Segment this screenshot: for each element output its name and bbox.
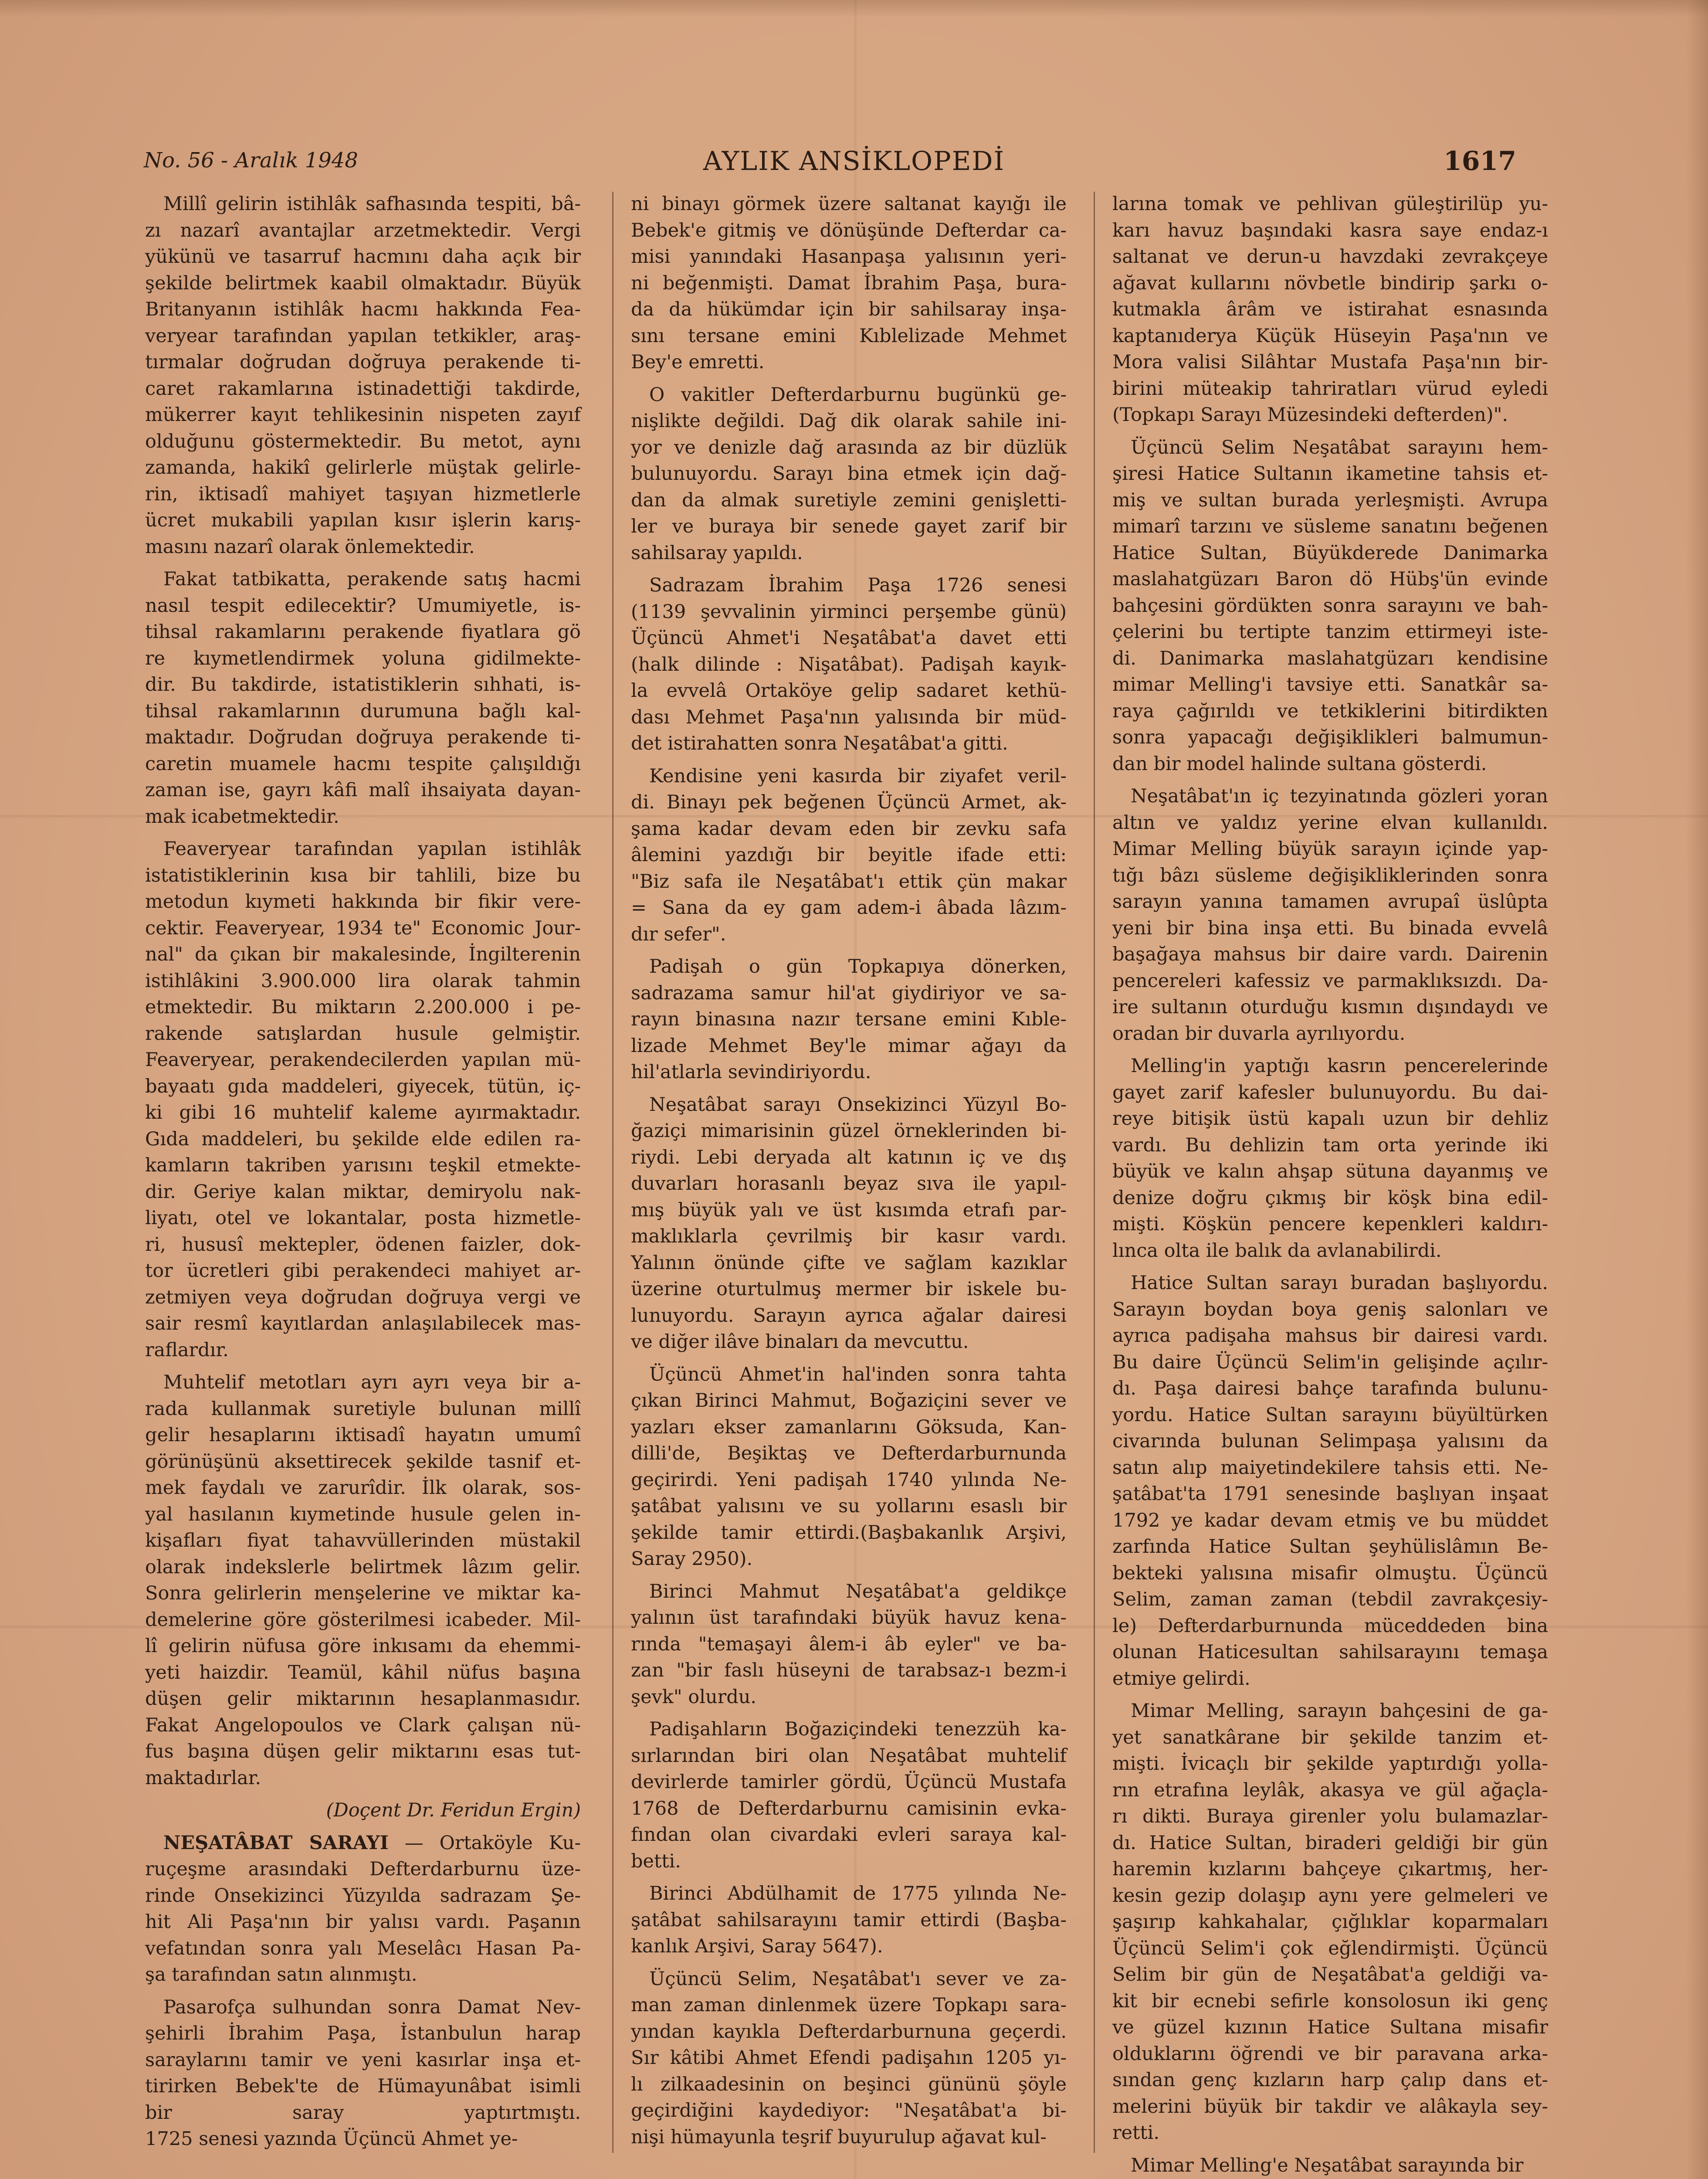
text-line: ni binayı görmek üzere saltanat kayığı ile [631, 193, 1067, 215]
text-line: saraylarını tamir ve yeni kasırlar inşa et- [145, 2049, 581, 2071]
text-line: fından olan civardaki evleri saraya kal- [631, 1824, 1067, 1846]
text-line: lî gelirin nüfusa göre inkısamı da ehemmi- [145, 1635, 581, 1657]
text-line: Hatice Sultan sarayı buradan başlıyordu. [1131, 1272, 1548, 1294]
text-line: misi yanındaki Hasanpaşa yalısının yeri- [631, 246, 1067, 268]
text-line: üzerine oturtulmuş mermer bir iskele bu- [631, 1278, 1067, 1300]
text-line: şiresi Hatice Sultanın ikametine tahsis et- [1112, 463, 1548, 485]
text-line: fus başına düşen gelir miktarını esas tut- [145, 1741, 581, 1762]
text-line: dı. Paşa dairesi bahçe tarafında bulunu- [1112, 1378, 1548, 1399]
text-line: yal hasılanın kıymetinde husule gelen in- [145, 1503, 581, 1525]
paragraph [145, 566, 581, 830]
text-line: rın etrafına leylâk, akasya ve gül ağaçla- [1112, 1779, 1548, 1801]
text-line: veryear tarafından yapılan tetkikler, araş- [145, 325, 581, 347]
text-line: det istirahatten sonra Neşatâbat'a gitti. [631, 733, 1008, 754]
paragraph-gap [1112, 2146, 1548, 2152]
text-line: cektir. Feaveryear, 1934 te" Economic Jour- [145, 917, 581, 939]
text-line: yükünü ve tasarruf hacmını daha açık bir [145, 246, 581, 268]
text-line: rı dikti. Buraya girenler yolu bulamazlar- [1112, 1806, 1548, 1827]
text-line: lizade Mehmet Bey'le mimar ağayı da [631, 1035, 1067, 1057]
text-line: şevk" olurdu. [631, 1686, 757, 1708]
paragraph [145, 836, 581, 1363]
text-line: Üçüncü Ahmet'in hal'inden sonra tahta [649, 1363, 1067, 1385]
paragraph-gap [145, 1363, 581, 1369]
text-line: şatâbat yalısını ve su yollarını esaslı bir [631, 1495, 1067, 1517]
text-line: Muhtelif metotları ayrı ayrı veya bir a- [163, 1371, 581, 1393]
text-line: ve güzel kızının Hatice Sultana misafir [1112, 2016, 1548, 2038]
paragraph-gap [631, 376, 1067, 382]
text-line: Birinci Abdülhamit de 1775 yılında Ne- [649, 1883, 1067, 1904]
text-line: Neşatâbat sarayı Onsekizinci Yüzyıl Bo- [649, 1093, 1067, 1116]
text-line: zetmiyen veya doğrudan doğruya vergi ve [145, 1286, 581, 1308]
text-line: hit Ali Paşa'nın bir yalısı vardı. Paşanın [145, 1911, 581, 1933]
text-line: Fakat Angelopoulos ve Clark çalışan nü- [145, 1714, 581, 1736]
text-line: bahçesini gördükten sonra sarayını ve bah- [1112, 594, 1548, 617]
text-line: kit bir ecnebi sefirle konsolosun iki genç [1112, 1990, 1548, 2012]
text-line: 1725 senesi yazında Üçüncü Ahmet ye- [145, 2128, 518, 2150]
paragraph [145, 1994, 581, 2152]
paragraph-gap [145, 1988, 581, 1994]
text-line: şaşırıp kahkahalar, çığlıklar koparmaları [1112, 1911, 1548, 1933]
paragraph [631, 1361, 1067, 1572]
text-line: kanlık Arşivi, Saray 5647). [631, 1935, 883, 1957]
text-line: le) Defterdarburnunda müceddeden bina [1112, 1615, 1548, 1637]
text-line: yet sanatkârane bir şekilde tanzim et- [1112, 1726, 1548, 1748]
text-line: sahilsaray yapıldı. [631, 542, 803, 564]
text-line: şekilde tamir ettirdi.(Başbakanlık Arşivi, [631, 1521, 1067, 1544]
text-line: rinde Onsekizinci Yüzyılda sadrazam Şe- [145, 1884, 581, 1907]
text-line: rada kullanmak suretiyle bulunan millî [145, 1398, 581, 1420]
text-line: sadrazama samur hil'at giydiriyor ve sa- [631, 982, 1067, 1004]
text-line: yalının üst tarafındaki büyük havuz kena- [631, 1607, 1067, 1629]
paragraph-gap [1112, 1692, 1548, 1698]
paragraph-gap [1112, 428, 1548, 434]
text-line: olunan Haticesultan sahilsarayını temaşa [1112, 1641, 1548, 1663]
text-line: altın ve yaldız yerine elvan kullanıldı. [1112, 811, 1548, 834]
paragraph [631, 1716, 1067, 1874]
text-line: Sonra gelirlerin menşelerine ve miktar ka- [145, 1582, 581, 1604]
text-line: yordu. Hatice Sultan sarayını büyültürken [1112, 1404, 1548, 1426]
text-line: dir. Bu takdirde, istatistiklerin sıhhati, is- [145, 674, 581, 696]
text-line: geçirirdi. Yeni padişah 1740 yılında Ne- [631, 1469, 1067, 1491]
text-line: düşen gelir miktarının hesaplanmasıdır. [145, 1688, 581, 1710]
text-line: yor ve denizle dağ arasında az bir düzlük [631, 436, 1067, 458]
text-line: çıkan Birinci Mahmut, Boğaziçini sever ve [631, 1390, 1067, 1412]
paragraph [631, 1880, 1067, 1960]
text-line: Bey'e emretti. [631, 351, 765, 373]
text-line: pencereleri kafessiz ve parmaklıksızdı. Da- [1112, 970, 1548, 992]
text-line: Melling'in yaptığı kasrın pencerelerinde [1131, 1055, 1548, 1077]
text-line: Gıda maddeleri, bu şekilde elde edilen ra- [145, 1128, 581, 1150]
text-line: lı zilkaadesinin on beşinci gününü şöyle [631, 2073, 1067, 2095]
text-line: nişlikte değildi. Dağ dik olarak sahile ini- [631, 410, 1067, 432]
paragraph-gap [631, 757, 1067, 763]
text-line: denize doğru çıkmış bir köşk bina edil- [1112, 1187, 1548, 1209]
paragraph [1112, 434, 1548, 777]
text-line: Sadrazam İbrahim Paşa 1726 senesi [649, 574, 1067, 596]
text-line: O vakitler Defterdarburnu bugünkü ge- [649, 384, 1067, 406]
text-line: masını nazarî olarak önlemektedir. [145, 536, 475, 558]
text-line: istatistiklerinin kısa bir tahlili, bize bu [145, 864, 581, 886]
text-line: mimar Melling'i tavsiye etti. Sanatkâr sa- [1112, 674, 1548, 696]
text-line: di. Danimarka maslahatgüzarı kendisine [1112, 647, 1548, 669]
paragraph-gap [631, 1874, 1067, 1880]
text-line: civarında bulunan Selimpaşa yalısını da [1112, 1430, 1548, 1452]
text-line: bayaatı gıda maddeleri, giyecek, tütün, iç- [145, 1075, 581, 1097]
publication-title: AYLIK ANSİKLOPEDİ [703, 146, 1005, 176]
text-line: etmektedir. Bu miktarın 2.200.000 i pe- [145, 996, 581, 1018]
text-line: tihsal rakamlarının durumuna bağlı kal- [145, 700, 581, 722]
text-line: Mimar Melling'e Neşatâbat sarayında bir [1131, 2154, 1524, 2176]
text-line: metodun kıymeti hakkında bir fikir vere- [145, 891, 581, 913]
text-line: kutmakla ârâm ve istirahat esnasında [1112, 299, 1548, 320]
text-line: tor ücretleri gibi perakendeci mahiyet ar- [145, 1260, 581, 1282]
text-line: ayrıca padişaha mahsus bir dairesi vardı. [1112, 1325, 1548, 1347]
text-line: maktadırlar. [145, 1767, 261, 1789]
paragraph [631, 763, 1067, 948]
text-line: yeni bir bina inşa etti. Bu binada evvelâ [1112, 917, 1548, 939]
text-line: Kendisine yeni kasırda bir ziyafet veril- [649, 765, 1067, 787]
text-line: kaptanıderya Küçük Hüseyin Paşa'nın ve [1112, 325, 1548, 347]
text-line: etmiye gelirdi. [1112, 1667, 1250, 1690]
text-line: (Doçent Dr. Feridun Ergin) [326, 1799, 581, 1821]
text-line: riydi. Lebi deryada alt katının iç ve dış [631, 1146, 1067, 1168]
text-line: dilli'de, Beşiktaş ve Defterdarburnunda [631, 1442, 1067, 1464]
text-line: sından genç kızların harp çalıp dans et- [1112, 2069, 1548, 2091]
paragraph-gap [1112, 1264, 1548, 1270]
text-line: dır sefer". [631, 923, 726, 945]
text-line: olduklarını öğrendi ve bir paravana arka- [1112, 2043, 1548, 2065]
text-line: Britanyanın istihlâk hacmı hakkında Fea- [145, 299, 581, 320]
paragraph [1112, 1698, 1548, 2146]
text-line: demelerine göre gösterilmesi icabeder. Mil- [145, 1609, 581, 1631]
paragraph [631, 382, 1067, 567]
text-line: maslahatgüzarı Baron dö Hübş'ün evinde [1112, 568, 1548, 590]
text-line: Sarayın boydan boya geniş salonları ve [1112, 1298, 1548, 1320]
text-column-1 [145, 191, 581, 2152]
text-line: ki gibi 16 muhtelif kaleme ayırmaktadır. [145, 1102, 581, 1123]
text-line: saltanat ve derun-u havzdaki zevrakçeye [1112, 246, 1548, 268]
text-line: zamanda, hakikî gelirlerle müştak gelirle- [145, 457, 581, 479]
text-line: oradan bir duvarla ayrılıyordu. [1112, 1022, 1406, 1045]
text-line: lınca olta ile balık da avlanabilirdi. [1112, 1239, 1442, 1262]
paragraph [145, 191, 581, 560]
text-line: Sır kâtibi Ahmet Efendi padişahın 1205 yı- [631, 2047, 1067, 2069]
text-line: istihlâkini 3.900.000 lira olarak tahmin [145, 970, 581, 992]
paragraph-gap [1112, 1047, 1548, 1053]
text-line: caretin muamele hacmı tespite çalışıldığı [145, 753, 581, 775]
text-line: Selim bir gün de Neşatâbat'a geldiği va- [1112, 1964, 1548, 1986]
text-line: Üçüncü Selim, Neşatâbat'ı sever ve za- [649, 1968, 1067, 1990]
text-line: karı havuz başındaki kasra saye endaz-ı [1112, 219, 1548, 241]
text-line: Neşatâbat'ın iç tezyinatında gözleri yoran [1131, 785, 1548, 807]
text-line: zı nazarî avantajlar arzetmektedir. Vergi [145, 219, 581, 241]
text-line: şekilde belirtmek kaabil olmaktadır. Büyük [145, 272, 581, 294]
text-line: Mimar Melling büyük sarayın içinde yap- [1112, 838, 1548, 860]
text-line: mükerrer kayıt tehlikesinin nispeten zayıf [145, 404, 581, 426]
text-line: reye bitişik üstü kapalı uzun bir dehliz [1112, 1108, 1548, 1130]
paragraph [1112, 1053, 1548, 1264]
paragraph [1112, 2152, 1548, 2179]
text-line: zan "bir faslı hüseyni de tarabsaz-ı bezm-i [631, 1660, 1067, 1681]
text-line: tirirken Bebek'te de Hümayunâbat isimli [145, 2075, 581, 2097]
column-divider [1094, 192, 1095, 2153]
text-line: başağaya mahsus bir daire vardı. Dairenin [1112, 944, 1548, 965]
text-line: çelerini bu tertipte tanzim ettirmeyi iste- [1112, 621, 1548, 643]
text-line: zarfında Hatice Sultan şeyhülislâmın Be- [1112, 1536, 1548, 1558]
column-divider [612, 192, 613, 2153]
text-line: ni beğenmişti. Damat İbrahim Paşa, bura- [631, 272, 1067, 294]
paragraph [145, 1830, 581, 1988]
text-line: "Biz safa ile Neşatâbat'ı ettik çün makar [631, 870, 1067, 893]
text-line: maktadır. Doğrudan doğruya perakende ti- [145, 726, 581, 748]
text-line: rin, iktisadî mahiyet taşıyan hizmetlerle [145, 483, 581, 505]
text-line: man zaman dinlenmek üzere Topkapı sara- [631, 1994, 1067, 2016]
text-line: maklıklarla çevrilmiş bir kasır vardı. [631, 1225, 1067, 1247]
paragraph-gap [631, 1355, 1067, 1361]
text-line: olduğunu göstermektedir. Bu metot, aynı [145, 430, 581, 452]
text-line: NEŞATÂBAT SARAYI — Ortaköyle Ku- [163, 1832, 581, 1854]
text-line: dan da almak suretiyle zemini genişletti- [631, 489, 1067, 511]
text-line: ruçeşme arasındaki Defterdarburnu üze- [145, 1858, 581, 1880]
text-line: dir. Geriye kalan miktar, demiryolu nak- [145, 1181, 581, 1203]
text-line: sair resmî kayıtlardan anlaşılabilecek mas- [145, 1313, 581, 1334]
text-line: betti. [631, 1850, 681, 1872]
text-line: la evvelâ Ortaköye gelip sadaret kethü- [631, 680, 1067, 702]
text-line: şama kadar devam eden bir zevku safa [631, 818, 1067, 840]
text-line: olarak indekslerle belirtmek lâzım gelir. [145, 1556, 581, 1578]
text-line: duvarları horasanlı beyaz sıva ile yapıl- [631, 1173, 1067, 1195]
text-line: rayın binasına nazır tersane emini Kıble- [631, 1008, 1067, 1030]
text-line: Fakat tatbikatta, perakende satış hacmi [163, 568, 581, 590]
text-line: Üçüncü Ahmet'i Neşatâbat'a davet etti [631, 627, 1067, 649]
text-line: Üçüncü Selim'i çok eğlendirmişti. Üçüncü [1112, 1937, 1548, 1959]
text-line: liyatı, otel ve lokantalar, posta hizmetle- [145, 1207, 581, 1229]
paragraph-gap [631, 947, 1067, 954]
text-line: retti. [1112, 2122, 1159, 2144]
page-number: 1617 [1444, 146, 1516, 176]
text-line: yeti haizdir. Teamül, kâhil nüfus başına [145, 1661, 581, 1683]
text-line: sonra yapacağı değişiklikleri balmumun- [1112, 726, 1548, 748]
text-line: vardı. Bu dehlizin tam orta yerinde iki [1112, 1134, 1548, 1156]
text-line: gayet zarif kafesler bulunuyordu. Bu dai- [1112, 1081, 1548, 1103]
text-line: Feaveryear, perakendecilerden yapılan mü- [145, 1049, 581, 1071]
text-line: vefatından sonra yalı Meselâcı Hasan Pa- [145, 1937, 581, 1959]
text-line: ri, hususî mektepler, ödenen faizler, dok- [145, 1233, 581, 1256]
text-line: caret rakamlarına istinadettiği takdirde, [145, 377, 581, 400]
text-line: raya çağırıldı ve tetkiklerini bitirdikten [1112, 700, 1548, 722]
text-line: dan bir model halinde sultana gösterdi. [1112, 753, 1487, 775]
text-line: sırlarından biri olan Neşatâbat muhtelif [631, 1745, 1067, 1767]
text-line: (halk dilinde : Nişatâbat). Padişah kayık- [631, 653, 1067, 675]
text-line: nişi hümayunla teşrif buyurulup ağavat kul- [631, 2126, 1047, 2148]
text-line: (Topkapı Sarayı Müzesindeki defterden)". [1112, 404, 1508, 426]
text-line: ğaziçi mimarisinin güzel örneklerinden bi- [631, 1120, 1067, 1142]
paragraph-gap [145, 1791, 581, 1797]
text-line: şatâbat'ta 1791 senesinde başlıyan inşaat [1112, 1483, 1548, 1505]
paragraph-gap [145, 1824, 581, 1830]
paragraph [1112, 191, 1548, 428]
text-line: Mora valisi Silâhtar Mustafa Paşa'nın bir- [1112, 351, 1548, 373]
text-line: raflardır. [145, 1339, 229, 1361]
paragraph-gap [631, 1960, 1067, 1966]
text-line: Feaveryear tarafından yapılan istihlâk [163, 838, 581, 860]
text-line: görünüşünü aksettirecek şekilde tasnif et- [145, 1450, 581, 1473]
text-line: Padişah o gün Topkapıya dönerken, [649, 956, 1067, 977]
author-signature [145, 1797, 581, 1824]
text-line: şatâbat sahilsarayını tamir ettirdi (Başba- [631, 1909, 1067, 1931]
text-line: Hatice Sultan, Büyükderede Danimarka [1112, 542, 1548, 564]
text-line: ağavat kullarını növbetle bindirip şarkı o- [1112, 272, 1548, 294]
paragraph-gap [631, 566, 1067, 572]
text-line: devirlerde tamirler gördü, Üçüncü Mustafa [631, 1771, 1067, 1793]
paragraph-gap [145, 560, 581, 566]
text-line: 1768 de Defterdarburnu camisinin evka- [631, 1797, 1067, 1819]
text-line: ve diğer ilâve binaları da mevcuttu. [631, 1331, 969, 1353]
text-line: şa tarafından satın alınmıştı. [145, 1964, 417, 1986]
text-line: (1139 şevvalinin yirminci perşembe günü) [631, 601, 1067, 623]
paragraph-gap [145, 830, 581, 836]
paragraph [631, 954, 1067, 1086]
issue-info: No. 56 - Aralık 1948 [144, 148, 358, 173]
text-line: sını tersane emini Kıblelizade Mehmet [631, 325, 1067, 347]
paragraph [1112, 783, 1548, 1047]
text-line: Yalının önünde çifte ve sağlam kazıklar [631, 1252, 1067, 1274]
text-line: mek faydalı ve zarurîdir. İlk olarak, sos- [145, 1477, 581, 1499]
text-line: şehirli İbrahim Paşa, İstanbulun harap [145, 2023, 581, 2044]
text-line: melerini büyük bir takdir ve alâkayla sey- [1112, 2095, 1548, 2118]
text-line: Üçüncü Selim Neşatâbat sarayını hem- [1131, 436, 1548, 458]
text-line: büyük ve kalın ahşap sütuna dayanmış ve [1112, 1161, 1548, 1182]
text-column-2 [631, 191, 1067, 2150]
text-line: dı. Hatice Sultan, biraderi geldiği bir gün [1112, 1832, 1548, 1854]
text-line: ler ve buraya bir senede gayet zarif bir [631, 516, 1067, 537]
text-line: mış büyük yalı ve üst kısımda etrafı par- [631, 1199, 1067, 1221]
text-line: Mimar Melling, sarayın bahçesini de ga- [1131, 1700, 1548, 1722]
text-line: mak icabetmektedir. [145, 805, 339, 828]
text-line: Selim, zaman zaman (tebdil zavrakçesiy- [1112, 1588, 1548, 1610]
text-line: bekteki yalısına misafir olmuştu. Üçüncü [1112, 1562, 1548, 1584]
text-line: haremin kızlarını bahçeye çıkartmış, her- [1112, 1858, 1548, 1880]
text-line: Padişahların Boğaziçindeki tenezzüh ka- [649, 1718, 1067, 1740]
text-line: ire sultanın oturduğu kısmın dışındaydı ve [1112, 996, 1548, 1018]
text-line: Millî gelirin istihlâk safhasında tespiti, bâ- [163, 193, 581, 215]
text-line: tırmalar doğrudan doğruya perakende ti- [145, 351, 581, 373]
paragraph [631, 572, 1067, 757]
paper-edge-right [1686, 0, 1708, 2179]
text-line: hil'atlarla sevindiriyordu. [631, 1061, 871, 1083]
text-line: Pasarofça sulhundan sonra Damat Nev- [163, 1996, 581, 2018]
entry-heading: NEŞATÂBAT SARAYI [163, 1832, 389, 1854]
text-line: di. Binayı pek beğenen Üçüncü Armet, ak- [631, 791, 1067, 813]
paragraph-gap [1112, 777, 1548, 783]
text-line: larına tomak ve pehlivan güleştirilüp yu- [1112, 193, 1548, 215]
text-line: bulunuyordu. Sarayı bina etmek için dağ- [631, 463, 1067, 485]
text-line: yazları ekser zamanlarını Göksuda, Kan- [631, 1416, 1067, 1438]
text-line: lunuyordu. Sarayın ayrıca ağalar dairesi [631, 1304, 1067, 1327]
paragraph [631, 1578, 1067, 1711]
text-line: Birinci Mahmut Neşatâbat'a geldikçe [649, 1580, 1067, 1602]
text-line: Bu daire Üçüncü Selim'in gelişinde açılır- [1112, 1351, 1548, 1373]
text-line: re kıymetlendirmek yoluna gidilmekte- [145, 647, 581, 669]
text-line: mişti. Köşkün pencere kepenkleri kaldırı- [1112, 1213, 1548, 1235]
text-line: geçirdiğini kaydediyor: "Neşatâbat'a bi- [631, 2100, 1067, 2121]
paragraph [1112, 1270, 1548, 1692]
text-line: dası Mehmet Paşa'nın yalısında bir müd- [631, 706, 1067, 728]
paragraph-gap [631, 1086, 1067, 1092]
paragraph [145, 1369, 581, 1791]
text-line: yından kayıkla Defterdarburnuna geçerdi. [631, 2020, 1067, 2043]
text-line: Saray 2950). [631, 1548, 753, 1570]
text-line: mimarî tarzını ve süsleme sanatını beğenen [1112, 516, 1548, 537]
text-line: 1792 ye kadar devam etmiş ve bu müddet [1112, 1509, 1548, 1531]
text-line: rakende satışlardan husule gelmiştir. [145, 1022, 581, 1045]
text-line: zaman ise, gayrı kâfi malî ihsaiyata dayan- [145, 779, 581, 801]
text-line: birini müteakip tahriratları vürud eyledi [1112, 377, 1548, 400]
text-line: nasıl tespit edilecektir? Umumiyetle, is- [145, 594, 581, 617]
paragraph [631, 191, 1067, 376]
text-line: tığı bâzı süsleme değişikliklerinden sonra [1112, 864, 1548, 886]
paragraph-gap [631, 1710, 1067, 1716]
text-line: satın alıp maiyetindekilere tahsis etti. Ne- [1112, 1456, 1548, 1479]
text-line: = Sana da ey gam adem-i âbada lâzım- [631, 897, 1067, 919]
text-line: mişti. İvicaçlı bir şekilde yaptırdığı yolla- [1112, 1753, 1548, 1775]
text-line: ücret mukabili yapılan kısır işlerin karış- [145, 509, 581, 531]
text-line: Bebek'e gitmiş ve dönüşünde Defterdar ca- [631, 219, 1067, 241]
text-line: da da hükümdar için bir sahilsaray inşa- [631, 299, 1067, 320]
paragraph-gap [631, 1572, 1067, 1578]
paragraph [631, 1966, 1067, 2151]
text-line: kamların takriben yarısını teşkil etmekte- [145, 1154, 581, 1176]
text-line: âlemini yazdığı bir beyitle ifade etti: [631, 844, 1067, 866]
paragraph [631, 1092, 1067, 1355]
text-line: tihsal rakamlarını perakende fiyatlara gö [145, 621, 581, 643]
text-line: miş ve sultan burada yerleşmişti. Avrupa [1112, 489, 1548, 511]
text-line: nal" da çıkan bir makalesinde, İngilterenin [145, 944, 581, 965]
text-line: kişafları fiyat tahavvüllerinden müstakil [145, 1530, 581, 1551]
text-line: rında "temaşayi âlem-i âb eyler" ve ba- [631, 1633, 1067, 1655]
text-line: bir saray yaptırtmıştı. [145, 2101, 581, 2124]
text-column-3 [1112, 191, 1548, 2179]
text-line: kesin gezip dolaşıp aynı yere gelmeleri ve [1112, 1884, 1548, 1907]
text-line: sarayın yanına tamamen avrupaî üslûpta [1112, 891, 1548, 913]
text-line: gelir hesaplarını iktisadî hayatın umumî [145, 1424, 581, 1446]
